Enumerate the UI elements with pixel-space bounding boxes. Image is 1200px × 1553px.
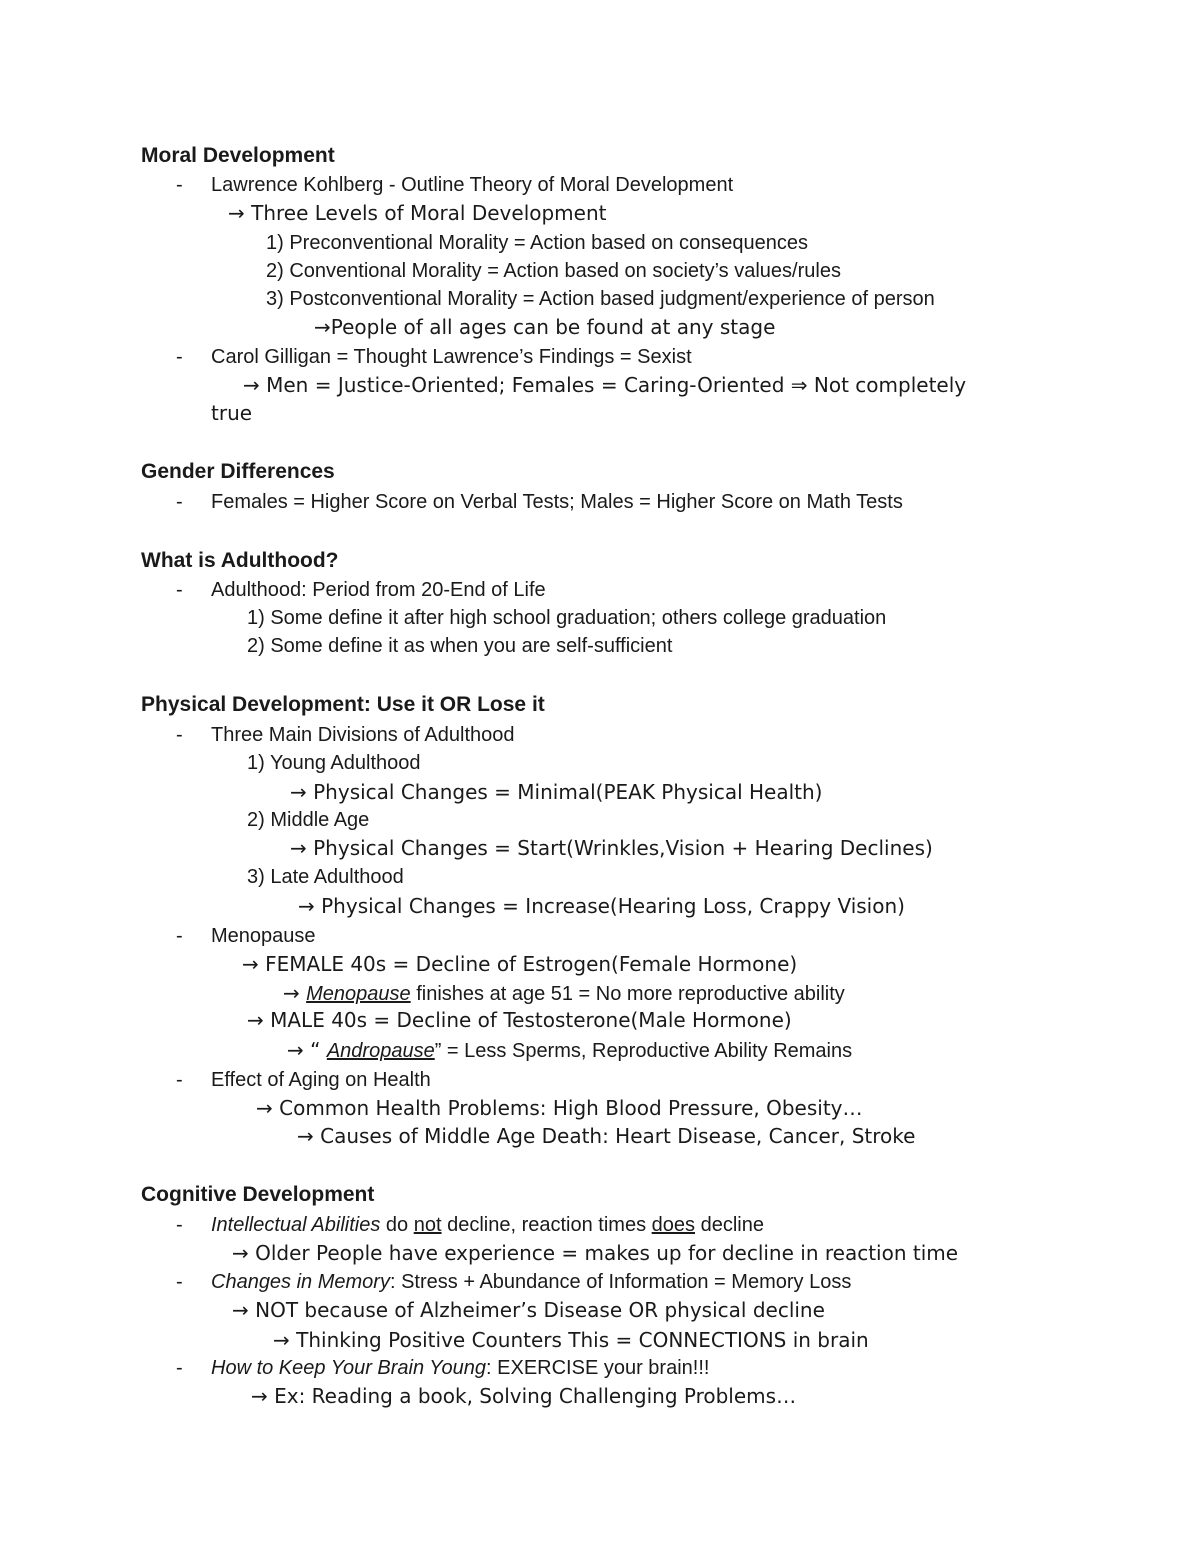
physical-bullet-aging: Effect of Aging on Health [211, 1069, 431, 1091]
gender-bullet: Females = Higher Score on Verbal Tests; Males = Higher Score on Math Tests [211, 491, 903, 513]
term-changes-in-memory: Changes in Memory [211, 1271, 390, 1293]
cognitive-brain-note: → Ex: Reading a book, Solving Challenging Problems… [251, 1384, 797, 1408]
emphasis-not: not [413, 1214, 442, 1236]
bullet-dash: - [176, 1271, 183, 1293]
physical-male-subnote [287, 1038, 852, 1063]
moral-three-levels: → Three Levels of Moral Development [228, 201, 607, 225]
physical-male-note: → MALE 40s = Decline of Testosterone(Male Hormone) [247, 1008, 792, 1032]
bullet-dash: - [176, 925, 183, 947]
bullet-dash: - [176, 1069, 183, 1091]
moral-bullet-gilligan: Carol Gilligan = Thought Lawrence’s Findings = Sexist [211, 346, 692, 368]
physical-division-3-note: → Physical Changes = Increase(Hearing Loss, Crappy Vision) [298, 894, 905, 918]
emphasis-does: does [651, 1214, 696, 1236]
adulthood-item-1: 1) Some define it after high school graduation; others college graduation [247, 607, 887, 629]
text-segment: decline, reaction times [441, 1214, 652, 1236]
physical-division-3: 3) Late Adulthood [247, 866, 404, 888]
moral-level-3: 3) Postconventional Morality = Action based judgment/experience of person [266, 288, 935, 310]
physical-bullet-divisions: Three Main Divisions of Adulthood [211, 724, 515, 746]
heading-what-is-adulthood: What is Adulthood? [141, 549, 339, 572]
physical-female-subnote [283, 981, 845, 1006]
physical-bullet-menopause: Menopause [211, 925, 316, 947]
moral-gilligan-note: → Men = Justice-Oriented; Females = Caring-Oriented ⇒ Not completely [243, 373, 967, 397]
moral-bullet-kohlberg: Lawrence Kohlberg - Outline Theory of Moral Development [211, 174, 734, 196]
text-segment: : EXERCISE your brain!!! [486, 1357, 710, 1379]
arrow-glyph: → “ [287, 1038, 327, 1062]
adulthood-item-2: 2) Some define it as when you are self-sufficient [247, 635, 673, 657]
text-segment: decline [695, 1214, 764, 1236]
bullet-dash: - [176, 491, 183, 513]
physical-female-note: → FEMALE 40s = Decline of Estrogen(Female Hormone) [242, 952, 798, 976]
physical-health-2: → Causes of Middle Age Death: Heart Disease, Cancer, Stroke [297, 1124, 916, 1148]
physical-division-1-note: → Physical Changes = Minimal(PEAK Physical Health) [290, 780, 823, 804]
moral-level-2: 2) Conventional Morality = Action based on society’s values/rules [266, 260, 841, 282]
cognitive-bullet-brain [211, 1356, 709, 1380]
heading-physical-development: Physical Development: Use it OR Lose it [141, 693, 545, 716]
term-menopause: Menopause [306, 983, 411, 1005]
bullet-dash: - [176, 579, 183, 601]
cognitive-bullet-intellect [211, 1213, 764, 1237]
physical-health-1: → Common Health Problems: High Blood Pressure, Obesity… [256, 1096, 863, 1120]
text-segment: do [380, 1214, 414, 1236]
cognitive-bullet-memory [211, 1270, 851, 1294]
physical-division-2: 2) Middle Age [247, 809, 370, 831]
bullet-dash: - [176, 174, 183, 196]
heading-moral-development: Moral Development [141, 144, 335, 167]
text-segment: : Stress + Abundance of Information = Memory Loss [389, 1271, 852, 1293]
term-keep-brain-young: How to Keep Your Brain Young [211, 1357, 487, 1379]
adulthood-bullet: Adulthood: Period from 20-End of Life [211, 579, 546, 601]
physical-division-1: 1) Young Adulthood [247, 752, 421, 774]
bullet-dash: - [176, 724, 183, 746]
moral-levels-note: →People of all ages can be found at any stage [314, 315, 776, 339]
bullet-dash: - [176, 346, 183, 368]
bullet-dash: - [176, 1357, 183, 1379]
moral-level-1: 1) Preconventional Morality = Action based on consequences [266, 232, 809, 254]
term-andropause: Andropause [326, 1040, 435, 1062]
cognitive-memory-note-1: → NOT because of Alzheimer’s Disease OR physical decline [232, 1298, 825, 1322]
arrow-glyph: → [283, 981, 307, 1005]
cognitive-intellect-note: → Older People have experience = makes up for decline in reaction time [232, 1241, 959, 1265]
female-subnote-rest: finishes at age 51 = No more reproductive ability [410, 983, 845, 1005]
cognitive-memory-note-2: → Thinking Positive Counters This = CONNECTIONS in brain [273, 1328, 869, 1352]
male-subnote-rest: ” = Less Sperms, Reproductive Ability Remains [434, 1040, 853, 1062]
bullet-dash: - [176, 1214, 183, 1236]
heading-cognitive-development: Cognitive Development [141, 1183, 375, 1206]
moral-gilligan-note-cont: true [211, 401, 253, 425]
physical-division-2-note: → Physical Changes = Start(Wrinkles,Vision + Hearing Declines) [290, 836, 933, 860]
term-intellectual-abilities: Intellectual Abilities [211, 1214, 381, 1236]
heading-gender-differences: Gender Differences [141, 460, 335, 483]
